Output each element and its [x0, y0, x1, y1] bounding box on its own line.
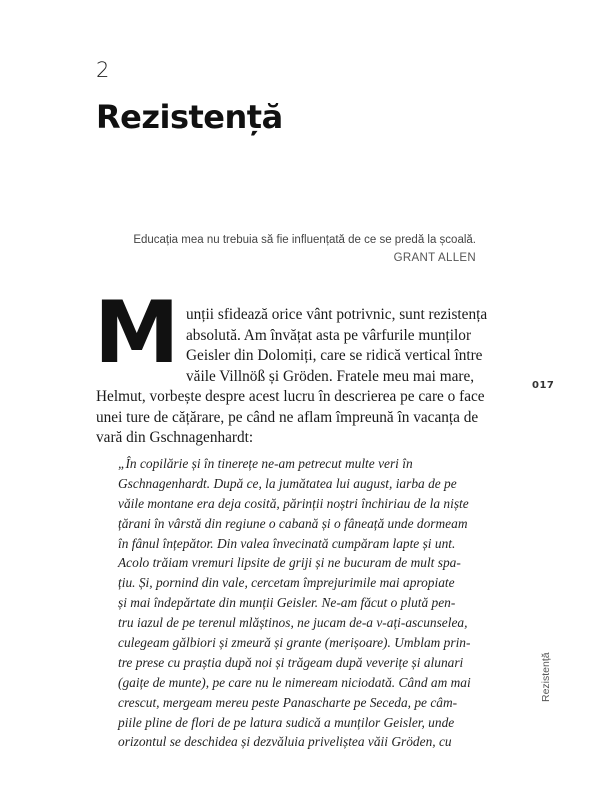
- drop-cap: M: [94, 283, 180, 383]
- body-line: unei ture de cățărare, pe când ne aflam împreună în vacanța de: [96, 408, 479, 426]
- body-line: vară din Gschnagenhardt:: [96, 429, 254, 446]
- epigraph-quote: Educația mea nu trebuia să fie influențată de ce se predă la școală.: [133, 234, 476, 246]
- quote-line: culegeam gălbiori și zmeură și grante (merișoare). Umblam prin-: [118, 635, 471, 651]
- quote-line: piile pline de flori de pe latura sudică a munților Geisler, unde: [118, 714, 455, 730]
- quote-line: Acolo trăiam vremuri lipsite de griji și ne bucuram de mult spa-: [118, 555, 461, 571]
- quote-line: „În copilărie și în tinerețe ne-am petrecut multe veri în: [118, 456, 413, 471]
- chapter-number: 2: [96, 58, 110, 82]
- quote-line: țiu. Și, pornind din vale, cercetam împrejurimile mai apropiate: [118, 575, 455, 591]
- quote-line: în fânul înțepător. Din valea învecinată cumpăram lapte și unt.: [118, 535, 456, 551]
- body-line: absolută. Am învățat asta pe vârfurile munților: [186, 326, 472, 344]
- page-number: 017: [532, 380, 555, 391]
- quote-line: tru iazul de pe terenul mlăștinos, ne jucam de-a v-ați-ascunselea,: [118, 615, 468, 631]
- quote-line: țărani în vârstă din regiune o cabană și o fâneață unde dormeam: [118, 515, 468, 531]
- body-line: Geisler din Dolomiți, care se ridică vertical între: [186, 347, 483, 364]
- epigraph-author: GRANT ALLEN: [393, 252, 476, 264]
- body-line: unții sfidează orice vânt potrivnic, sunt rezistența: [186, 306, 488, 323]
- quote-line: Gschnagenhardt. După ce, la jumătatea lui august, iarba de pe: [118, 475, 457, 491]
- chapter-title: Rezistență: [96, 98, 283, 136]
- body-text: [96, 305, 488, 449]
- quote-line: văile montane era deja cosită, părinții noștri închiriau de la niște: [118, 495, 469, 511]
- quote-block: [118, 454, 478, 752]
- body-line: Helmut, vorbește despre acest lucru în descrierea pe care o face: [96, 388, 485, 405]
- quote-line: orizontul se deschidea și dezvăluia priveliștea văii Gröden, cu: [118, 734, 452, 750]
- body-line: văile Villnöß și Gröden. Fratele meu mai mare,: [186, 367, 475, 385]
- quote-line: (gaițe de munte), pe care nu le nimeream niciodată. Când am mai: [118, 674, 471, 690]
- quote-line: tre prese cu praștia după noi și trăgeam după veverițe și alunari: [118, 654, 464, 670]
- running-head: Rezistență: [540, 652, 552, 702]
- quote-line: crescut, mergeam mereu peste Panascharte pe Seceda, pe câm-: [118, 694, 458, 710]
- quote-line: și mai îndepărtate din munții Geisler. Ne-am făcut o plută pen-: [118, 595, 456, 611]
- epigraph: [96, 232, 476, 266]
